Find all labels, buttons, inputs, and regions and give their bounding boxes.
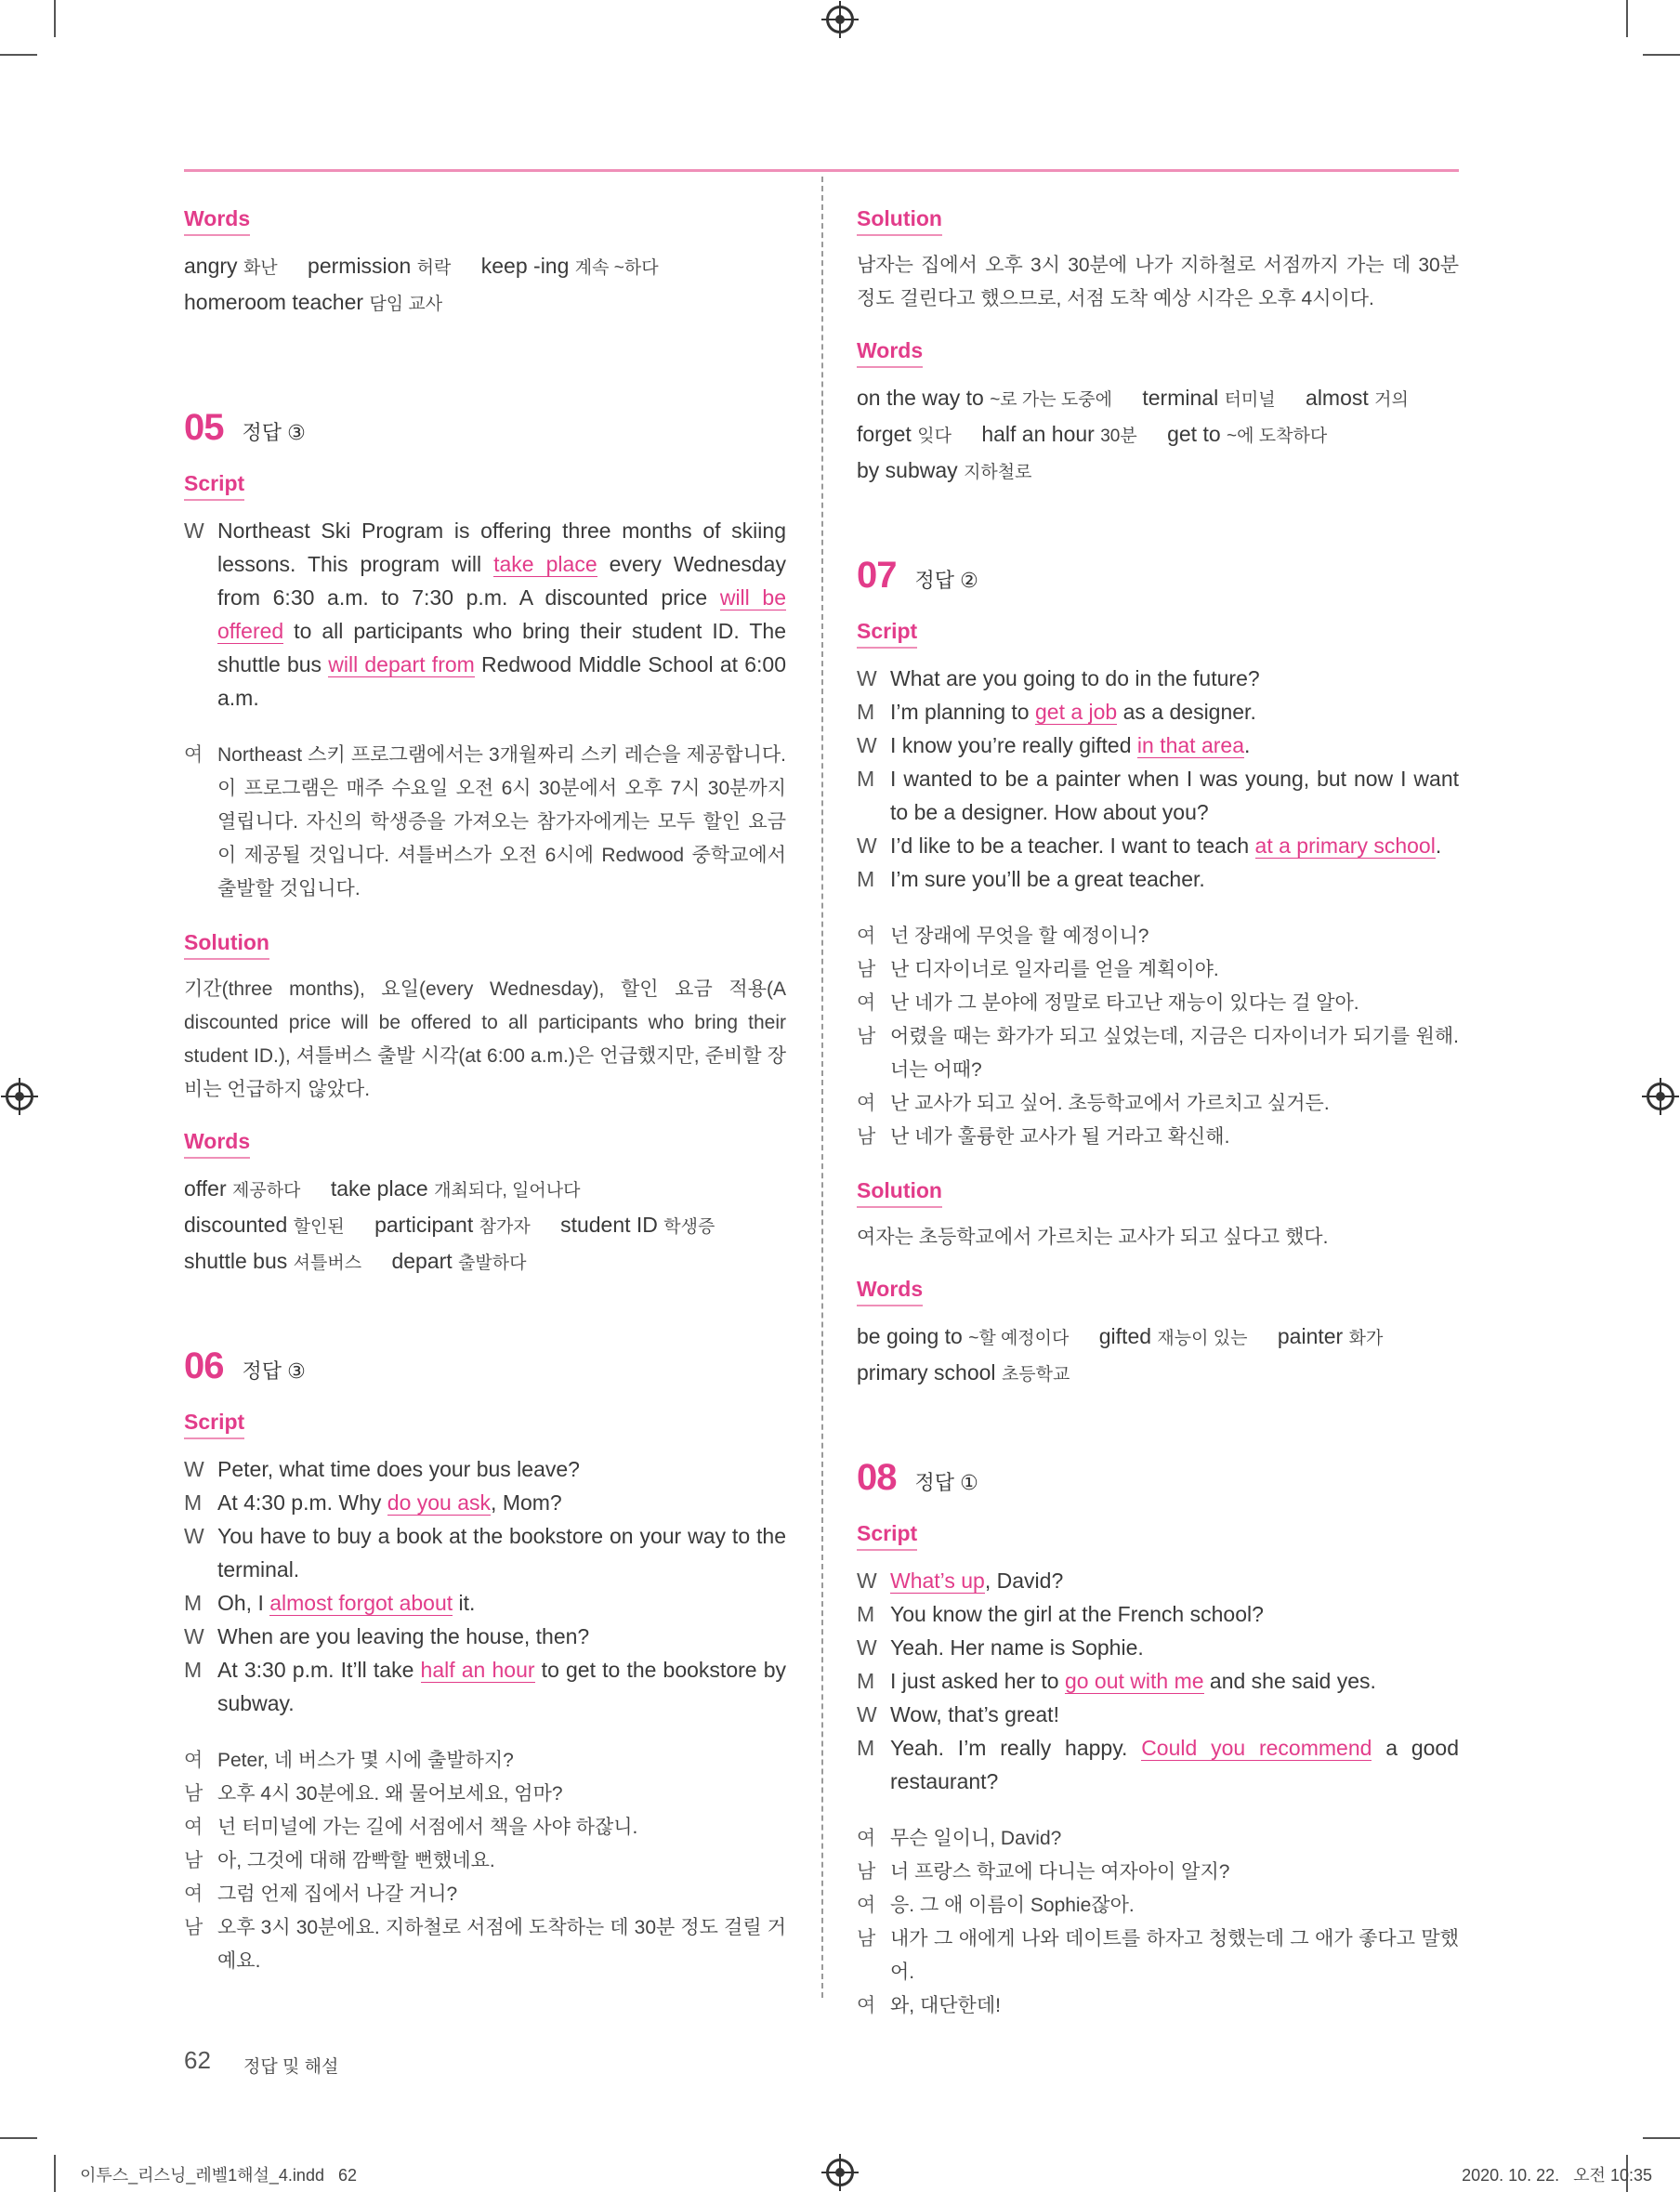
- solution-label: Solution: [857, 1178, 942, 1208]
- question-06-continued: [857, 206, 1459, 490]
- speaker-label: W: [857, 733, 877, 757]
- speaker-label: M: [184, 1591, 203, 1615]
- word-ko: 거의: [1374, 390, 1409, 410]
- word-entry: [481, 254, 659, 278]
- speaker-label: M: [184, 1490, 203, 1515]
- word-entry: [1142, 386, 1275, 410]
- script-text: I’m sure you’ll be a great teacher.: [890, 867, 1205, 891]
- speaker-label: M: [857, 1736, 875, 1760]
- word-en: depart: [391, 1249, 453, 1273]
- speaker-label: 남: [184, 1917, 203, 1938]
- registration-mark-icon: [826, 2159, 854, 2186]
- translation-line: [184, 1811, 786, 1844]
- speaker-label: 남: [184, 1850, 203, 1871]
- word-entry: [1099, 1324, 1248, 1348]
- script-text: Yeah. Her name is Sophie.: [890, 1635, 1144, 1660]
- word-en: student ID: [560, 1213, 658, 1237]
- translation-line: [184, 1878, 786, 1911]
- word-en: participant: [374, 1213, 474, 1237]
- script-line: [857, 762, 1459, 829]
- script-line: [857, 1631, 1459, 1664]
- key-phrase: almost forgot about: [269, 1591, 453, 1615]
- words-label: Words: [857, 1277, 923, 1306]
- word-ko: 재능이 있는: [1157, 1329, 1248, 1348]
- registration-mark-icon: [6, 1083, 33, 1110]
- word-entry: [560, 1213, 715, 1237]
- word-ko: 지하철로: [964, 463, 1032, 482]
- registration-mark-icon: [1647, 1083, 1674, 1110]
- translation-text: 아, 그것에 대해 깜빡할 뻔했네요.: [217, 1850, 495, 1871]
- script-text: You have to buy a book at the bookstore on your way to the terminal.: [217, 1524, 786, 1582]
- word-ko: 30분: [1100, 427, 1137, 446]
- script-lines: [857, 1564, 1459, 1798]
- translation-line: [184, 1911, 786, 1978]
- translation-text: 난 디자이너로 일자리를 얻을 계획이야.: [890, 959, 1219, 980]
- speaker-label: 남: [857, 1126, 876, 1148]
- answer-key: 정답 ①: [914, 1471, 978, 1494]
- words-label: Words: [857, 338, 923, 368]
- script-text: I’d like to be a teacher. I want to teach: [890, 833, 1255, 858]
- word-list: [857, 1319, 1459, 1392]
- script-text: , David?: [984, 1569, 1064, 1593]
- words-top-section: [184, 206, 786, 322]
- script-text: I just asked her to: [890, 1669, 1065, 1693]
- word-entry: [1306, 386, 1409, 410]
- script-text: as a designer.: [1117, 700, 1256, 724]
- question-number: 07: [857, 555, 897, 596]
- speaker-label: M: [184, 1658, 203, 1682]
- word-ko: ~할 예정이다: [968, 1329, 1070, 1348]
- speaker-label: M: [857, 767, 875, 791]
- translation-line: [857, 1856, 1459, 1889]
- word-en: gifted: [1098, 1324, 1152, 1348]
- speaker-label: M: [857, 867, 875, 891]
- speaker-label: W: [184, 1524, 204, 1548]
- script-text: When are you leaving the house, then?: [217, 1624, 590, 1648]
- translation-line: [857, 920, 1459, 953]
- script-text: .: [1435, 833, 1442, 858]
- speaker-label: 여: [857, 1895, 876, 1916]
- translation-text: 난 네가 훌륭한 교사가 될 거라고 확신해.: [890, 1126, 1230, 1148]
- script-text: Redwood Middle School at 6:00 a.m.: [217, 652, 787, 710]
- speaker-label: 여: [184, 1884, 203, 1905]
- script-text: and she said yes.: [1203, 1669, 1376, 1693]
- left-column: [184, 206, 786, 2002]
- script-line: [857, 695, 1459, 728]
- script-text: every Wednesday from 6:30 a.m. to 7:30 p.m. A discounted price: [217, 552, 786, 610]
- script-text: I’m planning to: [890, 700, 1035, 724]
- answer-key: 정답 ③: [242, 421, 306, 444]
- translation-text: 넌 장래에 무엇을 할 예정이니?: [890, 925, 1149, 947]
- word-entry: [184, 1176, 300, 1201]
- word-ko: 출발하다: [458, 1254, 527, 1273]
- word-en: by subway: [857, 458, 958, 482]
- translation-line: [184, 1844, 786, 1878]
- speaker-label: 여: [857, 1093, 876, 1114]
- translation-text: 무슨 일이니, David?: [890, 1828, 1062, 1849]
- script-line: [184, 1486, 786, 1519]
- word-entry: [391, 1249, 526, 1273]
- word-en: primary school: [857, 1360, 996, 1385]
- translation-text: 너 프랑스 학교에 다니는 여자아이 알지?: [890, 1861, 1230, 1883]
- word-en: take place: [330, 1176, 428, 1201]
- word-en: forget: [857, 422, 912, 446]
- script-line: [857, 1564, 1459, 1597]
- translation-text: 오후 3시 30분에요. 지하철로 서점에 도착하는 데 30분 정도 걸릴 거예요.: [217, 1917, 786, 1972]
- word-ko: 잊다: [917, 427, 952, 446]
- speaker-label: M: [857, 700, 875, 724]
- registration-mark-icon: [826, 6, 854, 33]
- translation-text: 오후 4시 30분에요. 왜 물어보세요, 엄마?: [217, 1783, 563, 1805]
- key-phrase: go out with me: [1064, 1669, 1204, 1693]
- question-header: [184, 1345, 786, 1387]
- script-line: [184, 1586, 786, 1620]
- header-rule: [184, 169, 1459, 172]
- word-en: discounted: [184, 1213, 288, 1237]
- speaker-label: W: [184, 1624, 204, 1648]
- key-phrase: take place: [493, 552, 597, 576]
- word-ko: 할인된: [293, 1217, 345, 1237]
- word-en: get to: [1167, 422, 1221, 446]
- words-label: Words: [184, 206, 250, 236]
- speaker-label: W: [857, 1702, 877, 1726]
- speaker-label: M: [857, 1602, 875, 1626]
- translation-line: [857, 1020, 1459, 1087]
- script-line: [184, 514, 786, 715]
- word-entry: [857, 458, 1031, 482]
- word-ko: 셔틀버스: [293, 1254, 362, 1273]
- speaker-label: 여: [184, 744, 203, 766]
- question-header: [184, 407, 786, 449]
- word-ko: 화가: [1348, 1329, 1384, 1348]
- word-entry: [857, 386, 1112, 410]
- script-text: Peter, what time does your bus leave?: [217, 1457, 580, 1481]
- key-phrase: get a job: [1034, 700, 1118, 724]
- script-text: , Mom?: [491, 1490, 562, 1515]
- script-line: [857, 829, 1459, 862]
- translation-lines: [184, 1744, 786, 1978]
- word-en: half an hour: [981, 422, 1095, 446]
- translation-text: 난 네가 그 분야에 정말로 타고난 재능이 있다는 걸 알아.: [890, 992, 1359, 1014]
- script-line: [857, 662, 1459, 695]
- translation-text: Northeast 스키 프로그램에서는 3개월짜리 스키 레슨을 제공합니다. 이 프로그램은 매주 수요일 오전 6시 30분에서 오후 7시 30분까지 열립니다. 자신의 학생증을 가져오는 참가자에게는 모두 할인 요금이 제공될 것입니다. 셔틀버스가 오전 6시에 Redwood 중학교에서 출발할 것입니다.: [217, 744, 786, 899]
- word-entry: [331, 1176, 581, 1201]
- word-ko: 학생증: [663, 1217, 715, 1237]
- script-text: I know you’re really gifted: [890, 733, 1137, 757]
- word-ko: 개최되다, 일어나다: [434, 1181, 581, 1201]
- translation-line: [857, 987, 1459, 1020]
- word-entry: [184, 254, 278, 278]
- speaker-label: M: [857, 1669, 875, 1693]
- speaker-label: 여: [857, 992, 876, 1014]
- script-lines: [857, 662, 1459, 896]
- translation-lines: [857, 920, 1459, 1154]
- translation-text: 넌 터미널에 가는 길에 서점에서 책을 사야 하잖니.: [217, 1817, 638, 1838]
- word-ko: ~로 가는 도중에: [990, 390, 1112, 410]
- translation-text: 어렸을 때는 화가가 되고 싶었는데, 지금은 디자이너가 되기를 원해. 너는 어때?: [890, 1026, 1459, 1081]
- script-text: Yeah. I’m really happy.: [890, 1736, 1142, 1760]
- speaker-label: 여: [184, 1750, 203, 1771]
- script-label: Script: [184, 1410, 244, 1439]
- question-number: 05: [184, 407, 224, 448]
- script-text: to all participants who bring their student ID. The shuttle bus: [217, 619, 786, 676]
- answer-key: 정답 ③: [242, 1359, 306, 1383]
- word-en: angry: [184, 254, 238, 278]
- question-08: [857, 1457, 1459, 2023]
- translation-line: [184, 739, 786, 906]
- right-column: [857, 206, 1459, 2047]
- translation-line: [857, 1989, 1459, 2023]
- script-text: Northeast Ski Program is offering three months of skiing lessons. This program will: [217, 518, 786, 576]
- script-line: [857, 862, 1459, 896]
- script-line: [184, 1519, 786, 1586]
- key-phrase: will depart from: [328, 652, 475, 676]
- solution-text: 기간(three months), 요일(every Wednesday), 할인 요금 적용(A discounted price will be offered to all participants who bring their student ID.), 셔틀버스 출발 시각(at 6:00 a.m.)은 언급했지만, 준비할 장비는 언급하지 않았다.: [184, 978, 786, 1100]
- speaker-label: 남: [857, 959, 876, 980]
- question-06: [184, 1345, 786, 1978]
- solution-text: 남자는 집에서 오후 3시 30분에 나가 지하철로 서점까지 가는 데 30분 정도 걸린다고 했으므로, 서점 도착 예상 시각은 오후 4시이다.: [857, 255, 1459, 309]
- translation-text: 와, 대단한데!: [890, 1995, 1001, 2016]
- script-label: Script: [184, 471, 244, 501]
- question-number: 08: [857, 1457, 897, 1498]
- word-entry: [857, 1360, 1070, 1385]
- speaker-label: 남: [857, 1026, 876, 1047]
- translation-line: [857, 1822, 1459, 1856]
- translation-lines: [184, 739, 786, 906]
- word-ko: 화난: [243, 258, 278, 278]
- crop-mark: [0, 2137, 37, 2139]
- translation-line: [857, 1121, 1459, 1154]
- key-phrase: half an hour: [420, 1658, 535, 1682]
- speaker-label: 남: [857, 1928, 876, 1949]
- word-en: keep -ing: [480, 254, 570, 278]
- word-ko: 허락: [416, 258, 452, 278]
- crop-mark: [54, 2155, 56, 2192]
- script-line: [857, 1664, 1459, 1698]
- word-en: be going to: [857, 1324, 963, 1348]
- script-lines: [184, 514, 786, 715]
- crop-mark: [1626, 0, 1628, 37]
- script-text: it.: [453, 1591, 476, 1615]
- translation-line: [857, 1087, 1459, 1121]
- word-ko: 계속 ~하다: [574, 258, 659, 278]
- word-en: on the way to: [857, 386, 984, 410]
- word-entry: [374, 1213, 531, 1237]
- translation-text: 응. 그 애 이름이 Sophie잖아.: [890, 1895, 1135, 1916]
- script-line: [857, 1731, 1459, 1798]
- speaker-label: 여: [857, 925, 876, 947]
- print-timestamp: 2020. 10. 22. 오전 10:35: [1462, 2166, 1652, 2185]
- word-list: [857, 381, 1459, 490]
- script-line: [184, 1452, 786, 1486]
- word-entry: [184, 1249, 361, 1273]
- solution-text: 여자는 초등학교에서 가르치는 교사가 되고 싶다고 했다.: [857, 1227, 1329, 1248]
- translation-text: 그럼 언제 집에서 나갈 거니?: [217, 1884, 458, 1905]
- word-entry: [857, 422, 952, 446]
- word-entry: [184, 1213, 345, 1237]
- script-text: Oh, I: [217, 1591, 270, 1615]
- word-entry: [1167, 422, 1327, 446]
- script-text: At 3:30 p.m. It’ll take: [217, 1658, 421, 1682]
- word-en: painter: [1277, 1324, 1344, 1348]
- script-line: [857, 728, 1459, 762]
- crop-mark: [0, 54, 37, 56]
- word-entry: [857, 1324, 1069, 1348]
- word-en: permission: [308, 254, 412, 278]
- word-ko: 터미널: [1224, 390, 1276, 410]
- key-phrase: will be offered: [217, 585, 786, 643]
- script-line: [857, 1698, 1459, 1731]
- word-list: [184, 249, 786, 322]
- question-05: [184, 407, 786, 1280]
- script-lines: [184, 1452, 786, 1720]
- script-text: to get to the bookstore by subway.: [217, 1658, 787, 1715]
- script-text: I wanted to be a painter when I was young, but now I want to be a designer. How about you?: [890, 767, 1459, 824]
- script-line: [184, 1620, 786, 1653]
- translation-text: 내가 그 애에게 나와 데이트를 하자고 청했는데 그 애가 좋다고 말했어.: [890, 1928, 1459, 1983]
- crop-mark: [1643, 54, 1680, 56]
- translation-text: 난 교사가 되고 싶어. 초등학교에서 가르치고 싶거든.: [890, 1093, 1330, 1114]
- solution-label: Solution: [184, 930, 269, 960]
- word-en: almost: [1306, 386, 1369, 410]
- translation-text: Peter, 네 버스가 몇 시에 출발하지?: [217, 1750, 514, 1771]
- word-ko: 참가자: [479, 1217, 531, 1237]
- crop-mark: [1643, 2137, 1680, 2139]
- translation-line: [857, 1889, 1459, 1923]
- script-label: Script: [857, 619, 917, 649]
- speaker-label: W: [857, 666, 877, 690]
- speaker-label: W: [857, 1569, 877, 1593]
- answer-key: 정답 ②: [914, 569, 978, 592]
- question-07: [857, 555, 1459, 1392]
- translation-line: [184, 1778, 786, 1811]
- script-text: .: [1244, 733, 1251, 757]
- script-text: a good restaurant?: [890, 1736, 1459, 1793]
- word-entry: [1278, 1324, 1383, 1348]
- speaker-label: 남: [184, 1783, 203, 1805]
- word-en: homeroom teacher: [184, 290, 364, 314]
- speaker-label: W: [184, 1457, 204, 1481]
- script-text: You know the girl at the French school?: [890, 1602, 1264, 1626]
- translation-line: [857, 1923, 1459, 1989]
- script-line: [857, 1597, 1459, 1631]
- file-slug: 이투스_리스닝_레벨1해설_4.indd 62: [80, 2166, 357, 2185]
- script-text: What are you going to do in the future?: [890, 666, 1260, 690]
- question-header: [857, 555, 1459, 597]
- speaker-label: W: [857, 1635, 877, 1660]
- word-en: offer: [184, 1176, 227, 1201]
- crop-mark: [54, 0, 56, 37]
- footer-section-title: 정답 및 해설: [243, 2057, 339, 2077]
- key-phrase: in that area: [1136, 733, 1244, 757]
- word-ko: 초등학교: [1001, 1365, 1070, 1385]
- question-number: 06: [184, 1345, 224, 1386]
- word-en: terminal: [1142, 386, 1219, 410]
- solution-label: Solution: [857, 206, 942, 236]
- speaker-label: W: [857, 833, 877, 858]
- words-label: Words: [184, 1129, 250, 1159]
- speaker-label: 여: [857, 1828, 876, 1849]
- word-entry: [308, 254, 451, 278]
- translation-line: [857, 953, 1459, 987]
- word-ko: ~에 도착하다: [1227, 427, 1328, 446]
- script-line: [184, 1653, 786, 1720]
- key-phrase: Could you recommend: [1141, 1736, 1372, 1760]
- word-en: shuttle bus: [184, 1249, 288, 1273]
- key-phrase: at a primary school: [1254, 833, 1436, 858]
- word-entry: [184, 290, 442, 314]
- speaker-label: 여: [857, 1995, 876, 2016]
- word-ko: 담임 교사: [369, 295, 443, 314]
- speaker-label: 남: [857, 1861, 876, 1883]
- speaker-label: 여: [184, 1817, 203, 1838]
- translation-line: [184, 1744, 786, 1778]
- page-number: 62: [184, 2046, 211, 2074]
- column-divider: [821, 177, 823, 1998]
- script-text: Wow, that’s great!: [890, 1702, 1059, 1726]
- script-text: At 4:30 p.m. Why: [217, 1490, 387, 1515]
- word-list: [184, 1172, 786, 1280]
- speaker-label: W: [184, 518, 204, 543]
- question-header: [857, 1457, 1459, 1499]
- script-label: Script: [857, 1521, 917, 1551]
- key-phrase: do you ask: [387, 1490, 492, 1515]
- word-entry: [981, 422, 1136, 446]
- key-phrase: What’s up: [890, 1569, 985, 1593]
- word-ko: 제공하다: [232, 1181, 301, 1201]
- translation-lines: [857, 1822, 1459, 2023]
